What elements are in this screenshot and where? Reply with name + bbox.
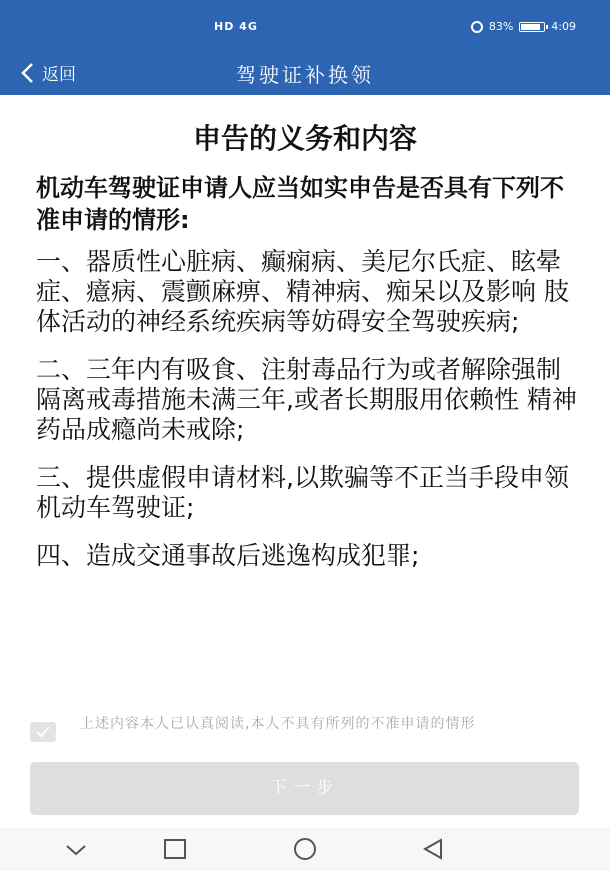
- list-item: 一、器质性心脏病、癫痫病、美尼尔氏症、眩晕症、癔病、震颤麻痹、精神病、痴呆以及影响 肢体活动的神经系统疾病等妨碍安全驾驶疾病;: [36, 247, 569, 336]
- page-title: 驾驶证补换领: [236, 63, 374, 87]
- list-item: 三、提供虚假申请材料,以欺骗等不正当手段申领机动车驾驶证;: [36, 463, 569, 522]
- alarm-icon: [471, 21, 483, 33]
- nav-bar: [0, 50, 610, 95]
- agreement-checkbox[interactable]: [30, 722, 56, 742]
- battery-icon: [519, 22, 545, 32]
- agreement-text: 上述内容本人已认真阅读,本人不具有所列的不准申请的情形: [80, 716, 476, 732]
- chevron-down-icon[interactable]: [64, 843, 88, 857]
- clock: 4:09: [551, 20, 576, 33]
- list-item: 二、三年内有吸食、注射毒品行为或者解除强制隔离戒毒措施未满三年,或者长期服用依赖性 精神药品成瘾尚未戒除;: [36, 355, 577, 444]
- intro-text: 机动车驾驶证申请人应当如实申告是否具有下列不准申请的情形:: [36, 174, 564, 234]
- home-icon[interactable]: [291, 837, 319, 861]
- battery-percent: 83%: [488, 20, 514, 33]
- back-nav-icon[interactable]: [421, 837, 445, 861]
- next-step-button[interactable]: 下一步: [30, 762, 579, 815]
- condition-list: [36, 247, 581, 589]
- list-item: 四、造成交通事故后逃逸构成犯罪;: [36, 541, 420, 570]
- section-heading: 申告的义务和内容: [192, 122, 417, 155]
- back-label: 返回: [42, 65, 76, 85]
- main-content: [0, 95, 610, 820]
- check-icon: [35, 725, 51, 739]
- network-indicator: HD 4G: [214, 20, 258, 33]
- agreement-row[interactable]: [30, 715, 590, 755]
- recents-icon[interactable]: [163, 837, 187, 861]
- system-nav-bar: [0, 828, 610, 871]
- app-header: [0, 0, 610, 95]
- status-bar: [0, 0, 610, 50]
